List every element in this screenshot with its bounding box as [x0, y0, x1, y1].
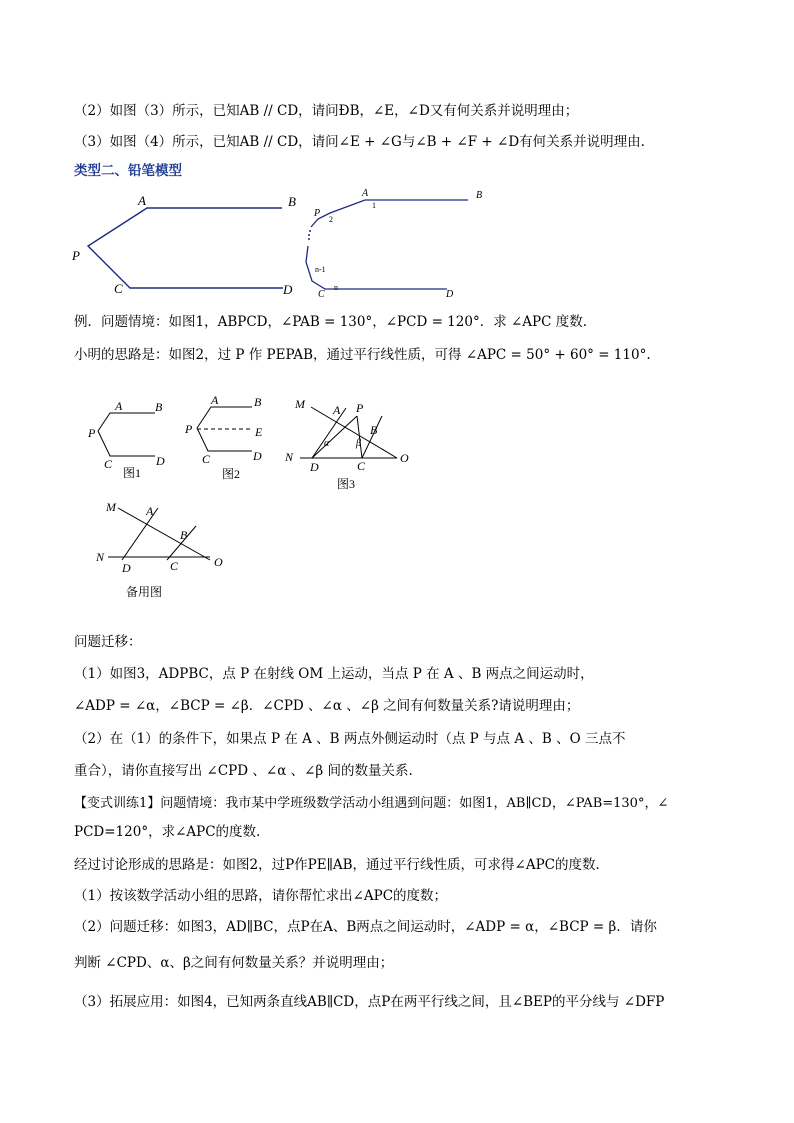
variant-q3-line: （3）拓展应用：如图4，已知两条直线AB∥CD，点P在两平行线之间，且∠BEP的平分线与 ∠DFP [74, 994, 665, 1010]
variant-q1-line: （1）按该数学活动小组的思路，请你帮忙求出∠APC的度数； [74, 888, 448, 904]
transfer-q1-line-b: ∠ADP = ∠α，∠BCP = ∠β．∠CPD 、∠α 、∠β 之间有何数量关系?请说明理由； [74, 698, 580, 714]
angle-2-label: 2 [329, 215, 333, 224]
label-C: C [202, 452, 211, 466]
transfer-q1-line-a: （1）如图3，ADPBC，点 P 在射线 OM 上运动，当点 P 在 A 、B 两点之间运动时， [74, 666, 594, 682]
label-O: O [400, 451, 409, 465]
label-B: B [155, 400, 163, 414]
multi-fold-dots [308, 230, 311, 240]
label-D: D [310, 460, 319, 474]
figure-1-caption: 图1 [123, 466, 142, 480]
transfer-q2-line-a: （2）在（1）的条件下，如果点 P 在 A 、B 两点外侧运动时（点 P 与点 A 、B 、O 三点不 [74, 731, 626, 747]
label-C: C [357, 459, 366, 473]
label-C: C [170, 559, 179, 573]
label-P: P [72, 248, 80, 263]
label-C: C [104, 457, 113, 471]
label-D: D [253, 449, 262, 463]
figure-2-labels [184, 393, 263, 481]
pencil-model-figure [88, 208, 283, 288]
label-A: A [146, 504, 154, 518]
example-line: 例．问题情境：如图1，ABPCD，∠PAB = 130°，∠PCD = 120°．求 ∠APC 度数. [74, 314, 588, 330]
label-A: A [211, 393, 219, 407]
label-M: M [295, 397, 305, 411]
label-O: O [214, 555, 223, 569]
label-P: P [88, 426, 96, 440]
label-B: B [476, 190, 483, 201]
label-C: C [114, 281, 123, 296]
variant-q2-line-a: （2）问题迁移：如图3，AD∥BC，点P在A、B两点之间运动时，∠ADP = α，∠BCP = β．请你 [74, 919, 657, 935]
label-N: N [96, 550, 105, 564]
question-2-line: （2）如图（3）所示，已知AB // CD，请问ÐB，∠E，∠D又有何关系并说明理由； [74, 103, 579, 119]
multi-fold-labels [313, 188, 482, 300]
discussion-idea-line: 经过讨论形成的思路是：如图2，过P作PE∥AB，通过平行线性质，可求得∠APC的度数. [74, 857, 600, 873]
variant-training-line-b: PCD=120°，求∠APC的度数. [74, 824, 261, 840]
label-A: A [333, 403, 341, 417]
question-3-line: （3）如图（4）所示，已知AB // CD，请问∠E + ∠G与∠B + ∠F + ∠D有何关系并说明理由. [74, 134, 645, 150]
multi-fold-figure [306, 200, 468, 289]
label-A: A [138, 193, 146, 208]
variant-training-line-a: 【变式训练1】问题情境：我市某中学班级数学活动小组遇到问题：如图1，AB∥CD，∠PAB=130°，∠ [74, 796, 669, 811]
label-A: A [115, 399, 123, 413]
section-heading: 类型二、铅笔模型 [74, 163, 182, 179]
spare-figure-labels [95, 500, 223, 599]
angle-n-label: n [334, 283, 338, 292]
figure-2 [197, 407, 252, 451]
figure-1 [98, 413, 155, 456]
label-B: B [288, 194, 296, 209]
figure-1-labels [87, 399, 165, 480]
label-M: M [106, 500, 116, 514]
label-D: D [122, 561, 131, 575]
variant-q2-line-b: 判断 ∠CPD、α、β之间有何数量关系？并说明理由； [74, 955, 394, 971]
figure-2-caption: 图2 [222, 467, 241, 481]
angle-beta-label: β [356, 438, 361, 449]
label-B: B [370, 423, 378, 437]
problem-transfer-label: 问题迁移： [74, 634, 142, 650]
angle-1-label: 1 [372, 201, 376, 210]
xiaoming-idea-line: 小明的思路是：如图2，过 P 作 PEPAB，通过平行线性质，可得 ∠APC = 50° + 60° = 110°. [74, 347, 651, 363]
angle-n-1-label: n-1 [315, 265, 326, 274]
figure-3 [300, 407, 397, 458]
spare-figure [108, 508, 210, 560]
figure-3-caption: 图3 [337, 477, 356, 491]
label-E: E [255, 425, 263, 439]
label-D: D [283, 282, 293, 297]
label-A: A [362, 188, 369, 199]
label-P: P [314, 208, 321, 219]
figure-3-labels [284, 397, 409, 491]
label-P: P [356, 401, 364, 415]
angle-alpha-label: α [324, 438, 330, 449]
transfer-q2-line-b: 重合），请你直接写出 ∠CPD 、∠α 、∠β 间的数量关系. [74, 763, 413, 779]
label-D: D [156, 454, 165, 468]
label-B: B [254, 395, 262, 409]
label-P: P [185, 422, 193, 436]
label-C: C [318, 289, 325, 300]
label-D: D [446, 289, 454, 300]
label-N: N [285, 450, 294, 464]
spare-figure-caption: 备用图 [126, 585, 163, 599]
label-B: B [180, 528, 188, 542]
